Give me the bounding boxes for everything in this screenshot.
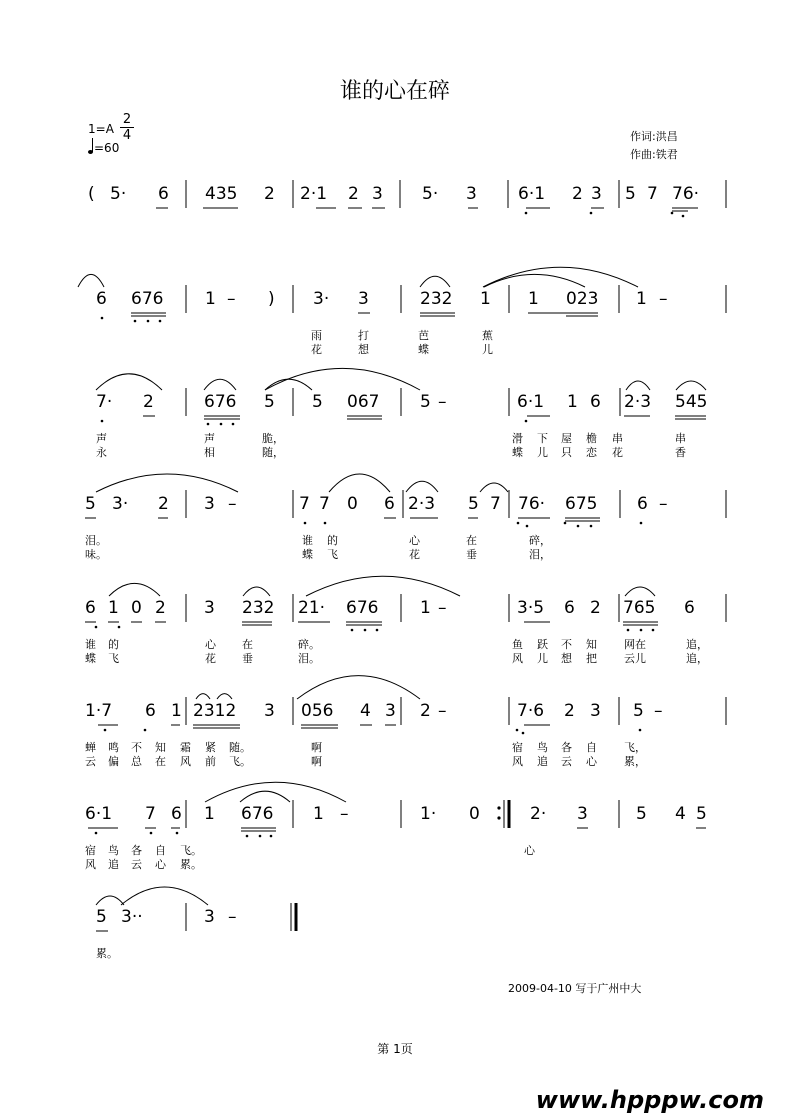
note-token: 7: [490, 494, 501, 514]
lyric-verse-2: 累。: [180, 858, 202, 871]
octave-dot: [159, 320, 162, 323]
lyric-verse-1: 鸟: [537, 741, 548, 754]
octave-dot: [590, 525, 593, 528]
time-signature: [120, 112, 134, 143]
lyric-verse-1: 心: [409, 534, 420, 547]
note-token: 3: [204, 598, 215, 618]
lyric-verse-2: 云: [131, 858, 142, 871]
note-token: 5·: [422, 184, 439, 204]
lyric-verse-2: 泪。: [298, 652, 320, 665]
slur-arc: [217, 694, 232, 699]
note-token: 1: [480, 289, 491, 309]
octave-dot: [640, 629, 643, 632]
lyric-verse-1: 各: [561, 741, 572, 754]
note-token: 0: [131, 598, 142, 618]
quarter-note-icon: [88, 150, 93, 154]
octave-dot: [259, 835, 262, 838]
note-token: 676: [131, 289, 164, 309]
lyric-verse-1: 心: [524, 844, 535, 857]
lyric-verse-2: 蝶: [302, 548, 313, 561]
octave-dot: [134, 320, 137, 323]
lyric-verse-2: 蝶: [512, 446, 523, 459]
lyric-verse-2: 前: [205, 755, 216, 768]
note-token: 1: [636, 289, 647, 309]
lyric-verse-2: 垂: [466, 548, 477, 561]
note-token: (: [88, 184, 95, 204]
lyric-verse-2: 累，: [624, 755, 646, 768]
lyric-verse-1: 串: [612, 432, 623, 445]
octave-dot: [682, 215, 685, 218]
note-token: 675: [565, 494, 598, 514]
lyric-verse-2: 泪，: [529, 548, 551, 561]
page-number: 第 1页: [377, 1042, 413, 1056]
composer-credit: 作曲:铁君: [630, 148, 678, 161]
lyric-verse-2: 云儿: [624, 652, 646, 665]
lyric-verse-1: 脆，: [262, 432, 284, 445]
note-token: 6: [684, 598, 695, 618]
lyric-verse-2: 心: [586, 755, 597, 768]
note-token: 1: [420, 598, 431, 618]
score-system: [0, 180, 790, 280]
note-token: 1: [205, 289, 216, 309]
note-token: 5: [468, 494, 479, 514]
repeat-dot: [497, 806, 500, 809]
lyric-verse-2: 花: [205, 652, 216, 665]
note-token: 3: [372, 184, 383, 204]
lyric-verse-1: 声: [96, 432, 107, 445]
note-token: 2: [155, 598, 166, 618]
note-token: 5: [636, 804, 647, 824]
lyric-verse-1: 碎。: [298, 638, 320, 651]
note-token: 676: [346, 598, 379, 618]
lyric-verse-1: 芭: [418, 329, 429, 342]
note-token: 6: [96, 289, 107, 309]
note-token: 2: [348, 184, 359, 204]
lyric-verse-1: 跃: [537, 638, 548, 651]
lyric-verse-1: 谁: [85, 638, 96, 651]
lyric-verse-1: 声: [204, 432, 215, 445]
note-token: –: [228, 494, 237, 514]
lyric-verse-2: 想: [561, 652, 572, 665]
lyric-verse-1: 随。: [229, 741, 251, 754]
note-token: –: [654, 701, 663, 721]
octave-dot: [525, 420, 528, 423]
lyric-verse-1: 飞，: [624, 741, 646, 754]
note-token: –: [659, 494, 668, 514]
score-system: [0, 285, 790, 385]
lyric-verse-2: 追: [537, 755, 548, 768]
score-system: [0, 903, 790, 1003]
score-system: [0, 490, 790, 590]
note-token: 7: [647, 184, 658, 204]
lyric-verse-1: 打: [358, 329, 369, 342]
note-token: 6·1: [517, 392, 545, 412]
note-token: 6·1: [518, 184, 546, 204]
note-token: 5: [264, 392, 275, 412]
note-token: 7·: [96, 392, 113, 412]
octave-dot: [351, 629, 354, 632]
lyric-verse-1: 霜: [180, 741, 191, 754]
score-system: [0, 388, 790, 488]
note-token: 6: [637, 494, 648, 514]
lyric-verse-2: 把: [586, 652, 597, 665]
octave-dot: [246, 835, 249, 838]
lyric-verse-2: 蝶: [418, 343, 429, 356]
lyric-verse-1: 宿: [512, 741, 523, 754]
note-token: 5: [85, 494, 96, 514]
lyric-verse-1: 蝉: [85, 741, 96, 754]
lyric-verse-2: 云: [85, 755, 96, 768]
lyric-verse-2: 风: [512, 755, 523, 768]
note-token: 5: [696, 804, 707, 824]
note-token: 2312: [193, 701, 237, 721]
repeat-dot: [497, 816, 500, 819]
lyric-verse-2: 飞: [108, 652, 119, 665]
note-token: 6: [384, 494, 395, 514]
note-token: 1: [171, 701, 182, 721]
score-system: [0, 594, 790, 694]
time-sig-top: 2: [122, 112, 132, 127]
lyric-verse-2: 飞: [327, 548, 338, 561]
note-token: 6·1: [85, 804, 113, 824]
lyricist-credit: 作词:洪昌: [630, 130, 678, 143]
octave-dot: [176, 832, 179, 835]
note-token: 2: [420, 701, 431, 721]
note-token: 2·: [530, 804, 547, 824]
lyric-verse-2: 飞。: [229, 755, 251, 768]
note-token: 3: [591, 184, 602, 204]
octave-dot: [232, 423, 235, 426]
note-token: –: [438, 701, 447, 721]
lyric-verse-1: 鸣: [108, 741, 119, 754]
lyric-verse-2: 随，: [262, 446, 284, 459]
lyric-verse-2: 心: [155, 858, 166, 871]
octave-dot: [590, 212, 593, 215]
lyric-verse-1: 宿: [85, 844, 96, 857]
lyric-verse-1: 累。: [96, 947, 118, 960]
lyric-verse-1: 知: [155, 741, 166, 754]
lyric-verse-2: 花: [409, 548, 420, 561]
note-token: 2·1: [300, 184, 328, 204]
octave-dot: [104, 729, 107, 732]
octave-dot: [95, 832, 98, 835]
lyric-verse-2: 花: [612, 446, 623, 459]
note-token: 4: [360, 701, 371, 721]
lyric-verse-1: 谁: [302, 534, 313, 547]
note-token: 435: [205, 184, 238, 204]
octave-dot: [517, 522, 520, 525]
note-token: 6: [564, 598, 575, 618]
lyric-verse-1: 在: [242, 638, 253, 651]
lyric-verse-1: 各: [131, 844, 142, 857]
lyric-verse-2: 味。: [85, 548, 107, 561]
lyric-verse-2: 花: [311, 343, 322, 356]
note-token: 2: [143, 392, 154, 412]
note-token: 1: [313, 804, 324, 824]
lyric-verse-2: 儿: [482, 343, 493, 356]
lyric-verse-2: 想: [358, 343, 369, 356]
tempo-marking: [88, 141, 119, 155]
lyric-verse-2: 啊: [311, 755, 322, 768]
note-token: –: [340, 804, 349, 824]
score-system: [0, 697, 790, 797]
lyric-verse-1: 屋: [561, 432, 572, 445]
lyric-verse-2: 蝶: [85, 652, 96, 665]
note-token: 1: [528, 289, 539, 309]
note-token: ): [268, 289, 275, 309]
note-token: 21·: [298, 598, 326, 618]
octave-dot: [526, 525, 529, 528]
lyric-verse-1: 啊: [311, 741, 322, 754]
octave-dot: [640, 522, 643, 525]
note-token: 3: [385, 701, 396, 721]
date-note: 2009-04-10 写于广州中大: [508, 982, 642, 995]
octave-dot: [270, 835, 273, 838]
notation-marks: [0, 903, 790, 1003]
octave-dot: [150, 832, 153, 835]
lyric-verse-2: 云: [561, 755, 572, 768]
octave-dot: [671, 212, 674, 215]
octave-dot: [652, 629, 655, 632]
note-token: 232: [420, 289, 453, 309]
note-token: 1: [108, 598, 119, 618]
note-token: 5·: [110, 184, 127, 204]
note-token: 545: [675, 392, 708, 412]
note-token: 3: [358, 289, 369, 309]
lyric-verse-1: 鸟: [108, 844, 119, 857]
note-token: 676: [204, 392, 237, 412]
note-token: 2: [264, 184, 275, 204]
lyric-verse-2: 只: [561, 446, 572, 459]
note-token: 3: [590, 701, 601, 721]
note-token: 7: [299, 494, 310, 514]
key-signature: 1=A: [88, 122, 114, 136]
watermark: www.hpppw.com: [535, 1086, 764, 1114]
lyric-verse-1: 紧: [205, 741, 216, 754]
lyric-verse-2: 追: [108, 858, 119, 871]
note-token: 2: [572, 184, 583, 204]
note-token: 5: [633, 701, 644, 721]
lyric-verse-1: 在: [466, 534, 477, 547]
lyric-verse-1: 檐: [586, 432, 597, 445]
note-token: 3: [204, 494, 215, 514]
note-token: 2: [564, 701, 575, 721]
note-token: 1: [567, 392, 578, 412]
octave-dot: [95, 626, 98, 629]
note-token: 2·3: [408, 494, 436, 514]
slur-arc: [196, 694, 210, 699]
lyric-verse-1: 不: [131, 741, 142, 754]
note-token: 76·: [672, 184, 700, 204]
octave-dot: [324, 522, 327, 525]
lyric-verse-2: 在: [155, 755, 166, 768]
lyric-verse-1: 不: [561, 638, 572, 651]
octave-dot: [207, 423, 210, 426]
lyric-verse-2: 永: [96, 446, 107, 459]
note-token: 1·: [420, 804, 437, 824]
note-token: 2: [590, 598, 601, 618]
lyric-verse-1: 自: [586, 741, 597, 754]
lyric-verse-2: 追，: [686, 652, 708, 665]
note-token: 0: [347, 494, 358, 514]
lyric-verse-2: 总: [131, 755, 142, 768]
octave-dot: [639, 729, 642, 732]
note-token: 232: [242, 598, 275, 618]
note-token: 3·: [313, 289, 330, 309]
note-token: 5: [312, 392, 323, 412]
note-token: 7·6: [517, 701, 545, 721]
octave-dot: [577, 525, 580, 528]
note-token: 5: [625, 184, 636, 204]
lyric-verse-2: 儿: [537, 652, 548, 665]
song-title: 谁的心在碎: [339, 79, 450, 104]
note-token: 5: [96, 907, 107, 927]
lyric-verse-1: 的: [108, 638, 119, 651]
notation-marks: [0, 285, 790, 385]
lyric-verse-1: 追，: [686, 638, 708, 651]
octave-dot: [627, 629, 630, 632]
lyric-verse-2: 相: [204, 446, 215, 459]
octave-dot: [564, 522, 567, 525]
note-token: 3·5: [517, 598, 545, 618]
octave-dot: [522, 732, 525, 735]
lyric-verse-1: 雨: [311, 329, 322, 342]
note-token: 6: [590, 392, 601, 412]
lyric-verse-1: 滑: [512, 432, 523, 445]
octave-dot: [147, 320, 150, 323]
note-token: 6: [158, 184, 169, 204]
lyric-verse-1: 心: [205, 638, 216, 651]
note-token: 0: [469, 804, 480, 824]
note-token: 1: [204, 804, 215, 824]
note-token: 4: [675, 804, 686, 824]
note-token: 6: [85, 598, 96, 618]
lyric-verse-1: 串: [675, 432, 686, 445]
note-token: 3··: [121, 907, 143, 927]
lyric-verse-2: 风: [512, 652, 523, 665]
note-token: 2·3: [624, 392, 652, 412]
lyric-verse-2: 风: [180, 755, 191, 768]
note-token: –: [227, 289, 236, 309]
lyric-verse-1: 泪。: [85, 534, 107, 547]
notation-marks: [0, 388, 790, 488]
lyric-verse-1: 下: [537, 432, 548, 445]
note-token: 3·: [112, 494, 129, 514]
lyric-verse-2: 风: [85, 858, 96, 871]
octave-dot: [364, 629, 367, 632]
note-token: 7: [319, 494, 330, 514]
lyric-verse-1: 碎，: [529, 534, 551, 547]
lyric-verse-1: 知: [586, 638, 597, 651]
score-system: [0, 800, 790, 900]
note-token: 5: [420, 392, 431, 412]
note-token: –: [438, 392, 447, 412]
note-token: 676: [241, 804, 274, 824]
octave-dot: [220, 423, 223, 426]
note-token: 3: [577, 804, 588, 824]
note-token: 1·7: [85, 701, 113, 721]
lyric-verse-2: 恋: [586, 446, 597, 459]
lyric-verse-1: 蕉: [482, 329, 493, 342]
note-token: 6: [145, 701, 156, 721]
octave-dot: [118, 626, 121, 629]
octave-dot: [144, 729, 147, 732]
note-token: –: [228, 907, 237, 927]
lyric-verse-2: 偏: [108, 755, 119, 768]
note-token: 7: [145, 804, 156, 824]
octave-dot: [304, 522, 307, 525]
note-token: 76·: [518, 494, 546, 514]
octave-dot: [525, 212, 528, 215]
note-token: 056: [301, 701, 334, 721]
note-token: –: [438, 598, 447, 618]
time-sig-bottom: 4: [120, 127, 134, 143]
lyric-verse-2: 儿: [537, 446, 548, 459]
note-token: 2: [158, 494, 169, 514]
note-token: 3: [204, 907, 215, 927]
lyric-verse-2: 香: [675, 446, 686, 459]
note-token: –: [659, 289, 668, 309]
lyric-verse-1: 的: [327, 534, 338, 547]
lyric-verse-1: 网在: [624, 638, 646, 651]
octave-dot: [516, 729, 519, 732]
octave-dot: [101, 420, 104, 423]
note-token: 6: [171, 804, 182, 824]
lyric-verse-1: 鱼: [512, 638, 523, 651]
note-token: 023: [566, 289, 599, 309]
octave-dot: [101, 317, 104, 320]
note-token: 3: [466, 184, 477, 204]
tempo-value: =60: [94, 141, 120, 155]
note-token: 765: [623, 598, 656, 618]
lyric-verse-1: 飞。: [180, 844, 202, 857]
note-token: 3: [264, 701, 275, 721]
note-token: 067: [347, 392, 380, 412]
lyric-verse-1: 自: [155, 844, 166, 857]
octave-dot: [376, 629, 379, 632]
lyric-verse-2: 垂: [242, 652, 253, 665]
